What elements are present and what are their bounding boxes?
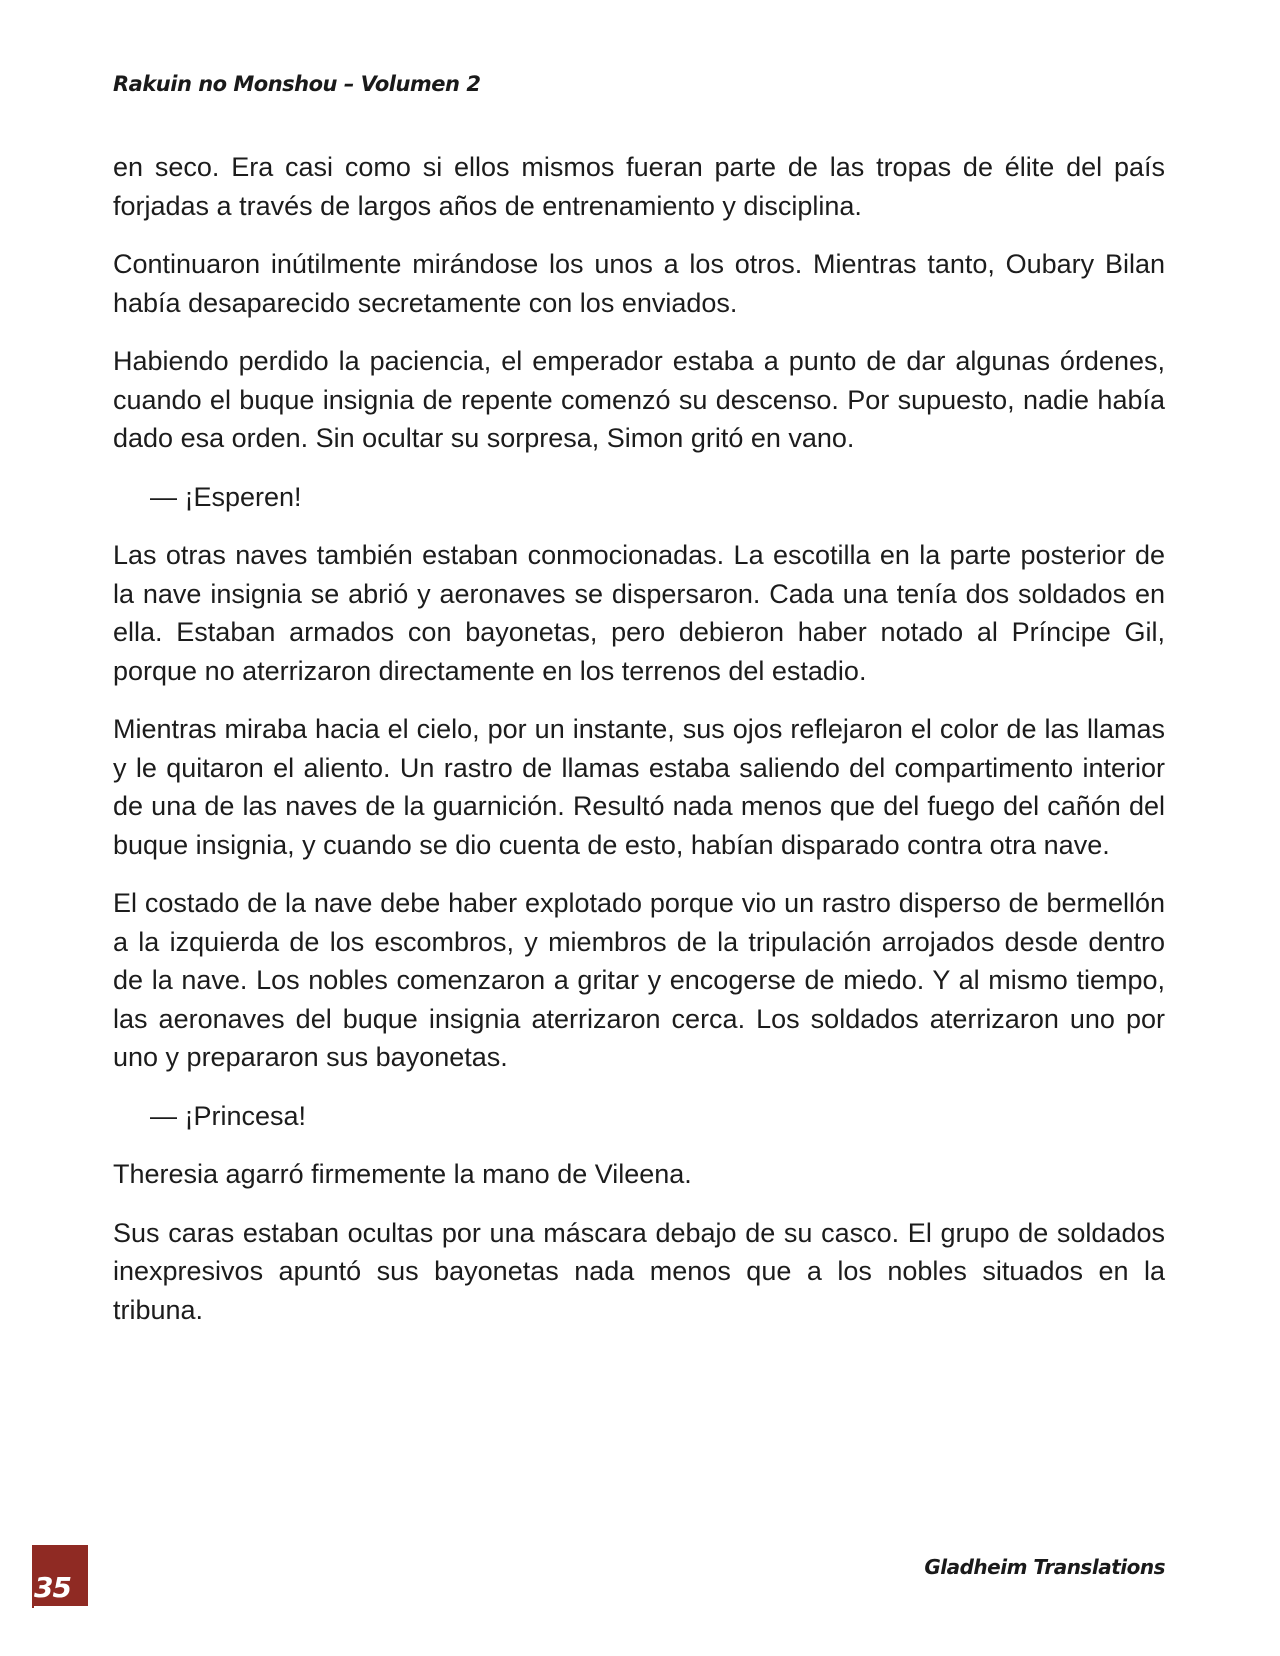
paragraph: en seco. Era casi como si ellos mismos fueran parte de las tropas de élite del país forjadas a través de largos años de entrenamiento y disciplina. xyxy=(113,152,1165,221)
paragraph: Continuaron inútilmente mirándose los unos a los otros. Mientras tanto, Oubary Bilan había desaparecido secretamente con los enviados. xyxy=(113,249,1165,318)
footer-credit: Gladheim Translations xyxy=(924,1555,1165,1579)
paragraph: El costado de la nave debe haber explotado porque vio un rastro disperso de bermellón a la izquierda de los escombros, y miembros de la tripulación arrojados desde dentro de la nave. Los nobles comenzaron a gritar y encogerse de miedo. Y al mismo tiempo, las aeronaves del buque insignia aterrizaron cerca. Los soldados aterrizaron uno por uno y prepararon sus bayonetas. xyxy=(113,888,1165,1072)
page-body xyxy=(113,148,1165,1349)
page-number: 35 xyxy=(34,1570,90,1608)
paragraph: Mientras miraba hacia el cielo, por un instante, sus ojos reflejaron el color de las llamas y le quitaron el aliento. Un rastro de llamas estaba saliendo del compartimento interior de una de las naves de la guarnición. Resultó nada menos que del fuego del cañón del buque insignia, y cuando se dio cuenta de esto, habían disparado contra otra nave. xyxy=(113,714,1165,860)
paragraph: Las otras naves también estaban conmocionadas. La escotilla en la parte posterior de la nave insignia se abrió y aeronaves se dispersaron. Cada una tenía dos soldados en ella. Estaban armados con bayonetas, pero debieron haber notado al Príncipe Gil, porque no aterrizaron directamente en los terrenos del estadio. xyxy=(113,540,1165,686)
paragraph: Sus caras estaban ocultas por una máscara debajo de su casco. El grupo de soldados inexpresivos apuntó sus bayonetas nada menos que a los nobles situados en la tribuna. xyxy=(113,1217,1165,1325)
paragraph: Habiendo perdido la paciencia, el emperador estaba a punto de dar algunas órdenes, cuando el buque insignia de repente comenzó su descenso. Por supuesto, nadie había dado esa orden. Sin ocultar su sorpresa, Simon gritó en vano. xyxy=(113,346,1165,453)
dialog-line: — ¡Princesa! xyxy=(150,1100,307,1131)
paragraph: Theresia agarró firmemente la mano de Vileena. xyxy=(113,1159,692,1189)
page-header-title: Rakuin no Monshou – Volumen 2 xyxy=(113,72,481,96)
dialog-line: — ¡Esperen! xyxy=(150,481,302,512)
